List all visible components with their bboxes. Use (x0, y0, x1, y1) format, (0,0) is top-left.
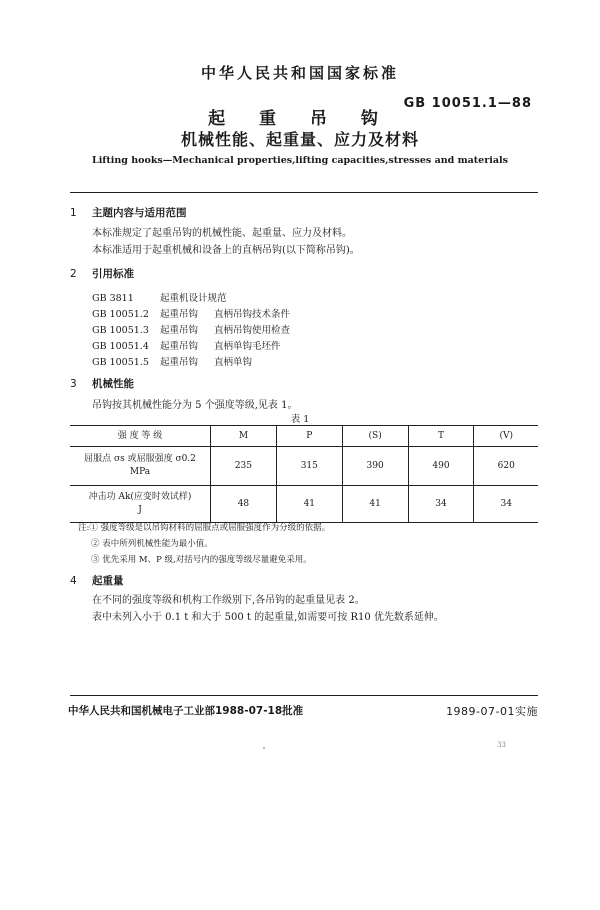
table-header-cell: M (211, 426, 277, 447)
reference-code: GB 10051.5 (92, 357, 149, 368)
table-cell: 620 (474, 447, 538, 486)
table-note: 注:① 强度等级是以吊钩材料的屈服点或屈服强度作为分级的依据。 (78, 523, 331, 533)
reference-item (92, 338, 281, 352)
reference-title: 起重吊钩 (160, 357, 199, 368)
table-header-cell: P (276, 426, 342, 447)
section-2-number: 2 (70, 268, 77, 280)
reference-item (92, 290, 227, 304)
row-label-unit: MPa (129, 467, 151, 477)
reference-code: GB 10051.3 (92, 325, 149, 336)
page-number: 33 (497, 741, 506, 749)
reference-item (92, 322, 290, 336)
section-4-heading (70, 573, 124, 588)
table-header-cell: T (408, 426, 474, 447)
table-row-label (70, 486, 211, 523)
section-3-title: 机械性能 (92, 378, 134, 390)
table-cell: 41 (342, 486, 408, 523)
section-2-heading (70, 266, 134, 281)
section-1-number: 1 (70, 207, 77, 219)
section-2-title: 引用标准 (92, 268, 134, 280)
table-cell: 390 (342, 447, 408, 486)
standard-number: GB 10051.1—88 (403, 96, 532, 111)
table-header-cell: (S) (342, 426, 408, 447)
section-4-title: 起重量 (92, 575, 124, 587)
table-row (70, 486, 538, 523)
header-divider (70, 192, 538, 193)
table-row (70, 447, 538, 486)
reference-code: GB 10051.2 (92, 309, 149, 320)
row-label-unit: J (138, 505, 142, 515)
table-header-cell: 强 度 等 级 (70, 426, 211, 447)
approval-statement: 中华人民共和国机械电子工业部1988-07-18批准 (68, 705, 304, 717)
reference-item (92, 354, 252, 368)
table-note: ② 表中所列机械性能为最小值。 (91, 539, 213, 549)
section-1-paragraph: 本标准适用于起重机械和设备上的直柄吊钩(以下简称吊钩)。 (92, 245, 360, 256)
reference-subtitle: 直柄吊钩技术条件 (214, 309, 291, 320)
table-cell: 490 (408, 447, 474, 486)
table-cell: 34 (474, 486, 538, 523)
table-cell: 34 (408, 486, 474, 523)
table-header-row (70, 426, 538, 447)
section-3-heading (70, 376, 134, 391)
section-1-heading (70, 205, 187, 220)
reference-title: 起重吊钩 (160, 325, 199, 336)
table-header-cell: (V) (474, 426, 538, 447)
reference-title: 起重吊钩 (160, 309, 199, 320)
section-1-paragraph: 本标准规定了起重吊钩的机械性能、起重量、应力及材料。 (92, 228, 352, 239)
document-subtitle: 机械性能、起重量、应力及材料 (180, 130, 419, 149)
table-caption: 表 1 (290, 414, 310, 425)
table-cell: 235 (211, 447, 277, 486)
row-label-line: 冲击功 Ak(应变时效试样) (88, 492, 192, 502)
table-cell: 41 (276, 486, 342, 523)
reference-subtitle: 直柄吊钩使用检查 (214, 325, 291, 336)
issuer-title: 中华人民共和国国家标准 (200, 64, 399, 82)
section-4-paragraph: 表中未列入小于 0.1 t 和大于 500 t 的起重量,如需要可按 R10 优先数系延伸。 (92, 612, 444, 623)
strength-table (70, 425, 538, 523)
reference-code: GB 10051.4 (92, 341, 149, 352)
row-label-line: 屈服点 σs 或屈服强度 σ0.2 (84, 454, 196, 464)
section-4-number: 4 (70, 575, 77, 587)
section-1-title: 主题内容与适用范围 (92, 207, 187, 219)
reference-subtitle: 直柄单钩毛坯件 (214, 341, 281, 352)
english-title: Lifting hooks—Mechanical properties,lifting capacities,stresses and materials (92, 155, 508, 166)
document-title: 起 重 吊 钩 (208, 109, 392, 129)
footer-divider (70, 695, 538, 696)
table-cell: 48 (211, 486, 277, 523)
table-cell: 315 (276, 447, 342, 486)
section-4-paragraph: 在不同的强度等级和机构工作级别下,各吊钩的起重量见表 2。 (92, 595, 365, 606)
reference-title: 起重吊钩 (160, 341, 199, 352)
section-3-number: 3 (70, 378, 77, 390)
scan-speck (263, 747, 265, 749)
table-row-label (70, 447, 211, 486)
section-3-paragraph: 吊钩按其机械性能分为 5 个强度等级,见表 1。 (92, 400, 298, 411)
effective-date: 1989-07-01实施 (446, 705, 538, 718)
reference-subtitle: 直柄单钩 (214, 357, 253, 368)
reference-code: GB 3811 (92, 293, 134, 304)
table-note: ③ 优先采用 M、P 级,对括号内的强度等级尽量避免采用。 (91, 555, 312, 565)
reference-item (92, 306, 290, 320)
reference-title: 起重机设计规范 (160, 293, 227, 304)
